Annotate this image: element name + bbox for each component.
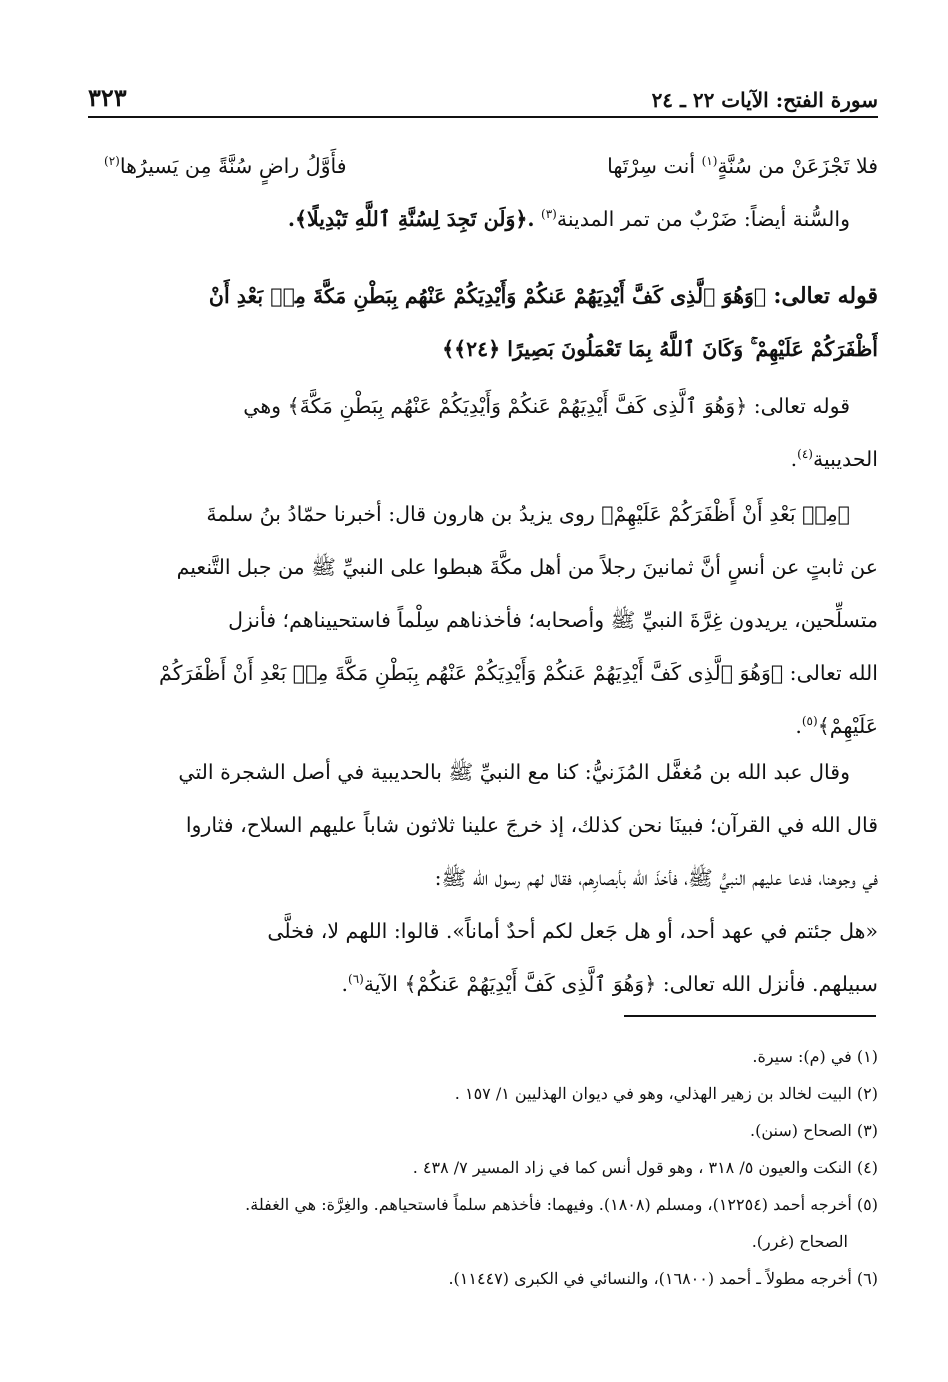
sunna-line: والسُّنة أيضاً: ضَرْبٌ من تمر المدينة$^{(٣)}$ .﴿وَلَن تَجِدَ لِسُنَّةِ ٱللَّهِ تَبْدِيلًا﴾. bbox=[287, 207, 850, 231]
footnote-5: (٥) أخرجه أحمد (١٢٢٥٤)، ومسلم (١٨٠٨). وفيهما: فأخذهم سلماً فاستحياهم. والغِرَّة: هي الغفلة. bbox=[245, 1195, 878, 1214]
paragraph-1 bbox=[104, 380, 878, 486]
para3-line-5: سبيلهم. فأنزل الله تعالى: ﴿وَهُوَ ٱلَّذِى كَفَّ أَيْدِيَهُمْ عَنكُمْ﴾ الآية$^{(٦)}$. bbox=[341, 972, 878, 996]
para3-line-1: وقال عبد الله بن مُغفَّل المُزَنيُّ: كنا مع النبيِّ ﷺ بالحديبية في أصل الشجرة التي bbox=[178, 760, 850, 784]
page-header bbox=[88, 76, 878, 118]
footnote-ref-4[interactable]: (٤) bbox=[797, 447, 813, 462]
footnote-ref-3[interactable]: (٣) bbox=[541, 207, 557, 222]
para2-line-4: الله تعالى: ﴿وَهُوَ ٱلَّذِى كَفَّ أَيْدِيَهُمْ عَنكُمْ وَأَيْدِيَكُمْ عَنْهُم بِبَطْنِ مَكَّةَ مِنۢ بَعْدِ أَنْ أَظْفَرَكُمْ bbox=[159, 661, 878, 685]
para3-line-2: قال الله في القرآن؛ فبينَا نحن كذلك، إذ خرجَ علينا ثلاثون شاباً عليهم السلاح، فثاروا bbox=[185, 813, 878, 837]
footnote-2: (٢) البيت لخالد بن زهير الهذلي، وهو في ديوان الهذليين ١/ ١٥٧ . bbox=[454, 1084, 878, 1103]
footnote-separator bbox=[624, 1015, 876, 1017]
footnote-ref-1[interactable]: (١) bbox=[701, 154, 718, 169]
footnote-ref-6[interactable]: (٦) bbox=[348, 972, 364, 987]
paragraph-3 bbox=[104, 746, 878, 1011]
ayah-heading-line-2: أَظْفَرَكُمْ عَلَيْهِمْ ۚ وَكَانَ ٱللَّهُ بِمَا تَعْمَلُونَ بَصِيرًا ﴿٢٤﴾﴾ bbox=[442, 337, 878, 361]
footnote-ref-2[interactable]: (٢) bbox=[104, 154, 120, 169]
hemistich-right: فلا تَجْزَعَنْ من سُنَّةٍ$^{(١)}$ أنت سِرْتَها bbox=[607, 154, 878, 178]
footnote-3: (٣) الصحاح (سنن). bbox=[750, 1121, 878, 1140]
ayah-heading-line-1: قوله تعالى: ﴿وَهُوَ ٱلَّذِى كَفَّ أَيْدِيَهُمْ عَنكُمْ وَأَيْدِيَكُمْ عَنْهُم بِبَطْنِ مَكَّةَ مِنۢ بَعْدِ أَنْ bbox=[208, 283, 878, 309]
para2-line-2: عن ثابتٍ عن أنسٍ أنَّ ثمانينَ رجلاً من أهل مكَّةَ هبطوا على النبيِّ ﷺ من جبل التَّنعيم bbox=[176, 555, 878, 579]
para1-line-2: الحديبية$^{(٤)}$. bbox=[790, 447, 878, 471]
footnotes bbox=[96, 1038, 878, 1297]
running-title: سورة الفتح: الآيات ٢٢ ـ ٢٤ bbox=[651, 88, 878, 112]
footnote-1: (١) في (م): سيرة. bbox=[752, 1047, 878, 1066]
footnote-ref-5[interactable]: (٥) bbox=[801, 714, 818, 729]
footnote-5-continued: الصحاح (غرر). bbox=[751, 1232, 848, 1251]
intro-block bbox=[104, 140, 878, 246]
footnote-6: (٦) أخرجه مطولاً ـ أحمد (١٦٨٠٠)، والنسائي في الكبرى (١١٤٤٧). bbox=[448, 1269, 878, 1288]
quran-quote: .﴿وَلَن تَجِدَ لِسُنَّةِ ٱللَّهِ تَبْدِيلًا﴾. bbox=[287, 207, 535, 231]
page-number: ٣٢٣ bbox=[88, 83, 127, 112]
para3-line-3: في وجوهنا، فدعا عليهم النبيُّ ﷺ، فأخذَ الله بأبصارِهم، فقال لهم رسول الله ﷺ: bbox=[434, 866, 878, 890]
hemistich-left: فأَوَّلُ راضٍ سُنَّةً مِن يَسيرُها$^{(٢)}$ bbox=[104, 154, 347, 178]
paragraph-2 bbox=[104, 488, 878, 753]
para2-line-3: متسلِّحين، يريدون غِرَّةَ النبيِّ ﷺ وأصحابه؛ فأخذناهم سِلْماً فاستحييناهم؛ فأنزل bbox=[228, 608, 878, 632]
ayah-heading bbox=[104, 270, 878, 376]
footnote-4: (٤) النكت والعيون ٥/ ٣١٨ ، وهو قول أنس كما في زاد المسير ٧/ ٤٣٨ . bbox=[412, 1158, 878, 1177]
para2-line-5: عَلَيْهِمْ﴾$^{(٥)}$. bbox=[795, 714, 878, 738]
para1-line-1: قوله تعالى: ﴿وَهُوَ ٱلَّذِى كَفَّ أَيْدِيَهُمْ عَنكُمْ وَأَيْدِيَكُمْ عَنْهُم بِبَطْنِ مَكَّةَ﴾ وهي bbox=[243, 394, 850, 418]
para3-line-4: «هل جئتم في عهد أحد، أو هل جَعل لكم أحدٌ أماناً». قالوا: اللهم لا، فخلَّى bbox=[267, 919, 878, 943]
poetry-verse bbox=[104, 140, 878, 193]
para2-line-1: ﴿مِنۢ بَعْدِ أَنْ أَظْفَرَكُمْ عَلَيْهِمْ﴾ روى يزيدُ بن هارون قال: أخبرنا حمّادُ بنُ سلمةَ bbox=[206, 502, 850, 526]
heading-lead: قوله تعالى: bbox=[773, 283, 878, 309]
